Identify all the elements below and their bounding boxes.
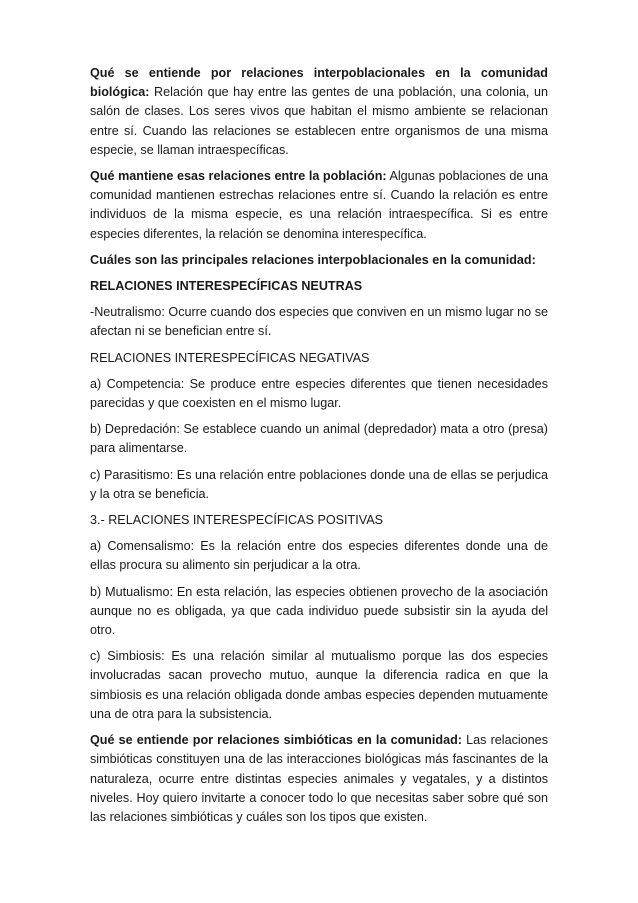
- paragraph-parasitismo: c) Parasitismo: Es una relación entre poblaciones donde una de ellas se perjudica y la otra se beneficia.: [90, 467, 548, 501]
- document-page: [90, 64, 548, 834]
- question-lead: Qué se entiende por relaciones interpoblacionales en la comunidad biológica:: [90, 66, 548, 100]
- answer-text: Las relaciones simbióticas constituyen una de las interacciones biológicas más fascinantes de la naturaleza, ocurre entre distintas especies animales y vegatales, y a distintos niveles. Hoy quiero invitarte a conocer todo lo que necesitas saber sobre qué son las relaciones simbióticas y cuáles son los tipos que existen.: [90, 733, 548, 824]
- question-lead: Qué mantiene esas relaciones entre la población:: [90, 169, 387, 184]
- paragraph-interpoblacionales: [90, 64, 548, 160]
- paragraph-mantiene-relaciones: [90, 167, 548, 244]
- heading-neutral-relations: RELACIONES INTERESPECÍFICAS NEUTRAS: [90, 279, 363, 294]
- paragraph-neutralismo: -Neutralismo: Ocurre cuando dos especies que conviven en un mismo lugar no se afectan ni se benefician entre sí.: [90, 305, 548, 339]
- paragraph-comensalismo: a) Comensalismo: Es la relación entre dos especies diferentes donde una de ellas procura su alimento sin perjudicar a la otra.: [90, 539, 548, 573]
- heading-negative-relations: RELACIONES INTERESPECÍFICAS NEGATIVAS: [90, 350, 370, 365]
- paragraph-relaciones-simbioticas: [90, 731, 548, 827]
- paragraph-mutualismo: b) Mutualismo: En esta relación, las especies obtienen provecho de la asociación aunque no es obligada, ya que cada individuo puede subsistir sin la ayuda del otro.: [90, 584, 548, 638]
- question-lead: Cuáles son las principales relaciones interpoblacionales en la comunidad:: [90, 252, 536, 267]
- paragraph-principales-relaciones: [90, 251, 548, 270]
- paragraph-simbiosis: c) Simbiosis: Es una relación similar al mutualismo porque las dos especies involucradas sacan provecho mutuo, aunque la diferencia radica en que la simbiosis es una relación obligada donde ambas especies dependen mutuamente una de otra para la subsistencia.: [90, 649, 548, 721]
- paragraph-competencia: a) Competencia: Se produce entre especies diferentes que tienen necesidades parecidas y que coexisten en el mismo lugar.: [90, 376, 548, 411]
- heading-positive-relations: 3.- RELACIONES INTERESPECÍFICAS POSITIVAS: [90, 513, 383, 528]
- answer-text: Algunas poblaciones de una comunidad mantienen estrechas relaciones entre sí. Cuando la relación es entre individuos de la misma especie, es una relación intraespecífica. Si es entre especies diferentes, la relación se denomina interespecífica.: [90, 169, 548, 241]
- paragraph-depredacion: b) Depredación: Se establece cuando un animal (depredador) mata a otro (presa) para alimentarse.: [90, 422, 548, 456]
- answer-text: Relación que hay entre las gentes de una población, una colonia, un salón de clases. Los seres vivos que habitan el mismo ambiente se relacionan entre sí. Cuando las relaciones se establecen entre organismos de una misma especie, se llaman intraespecíficas.: [90, 85, 548, 157]
- question-lead: Qué se entiende por relaciones simbióticas en la comunidad:: [90, 733, 462, 748]
